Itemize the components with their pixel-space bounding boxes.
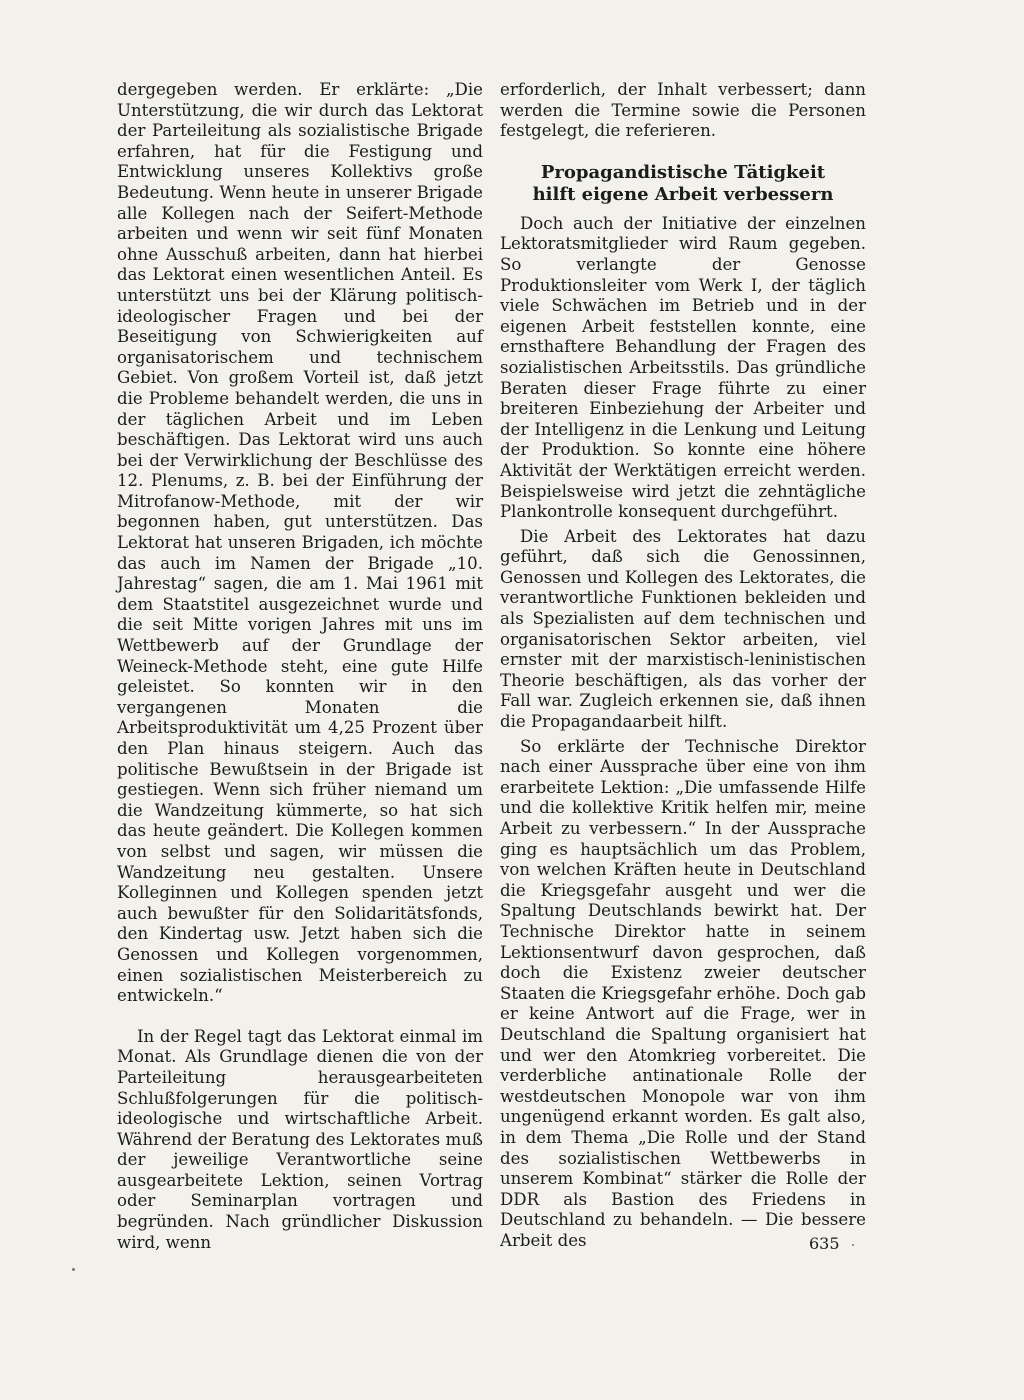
- section-heading: [500, 162, 866, 206]
- right-column: [500, 80, 866, 1251]
- paragraph: Die Arbeit des Lektorates hat dazu geführt, daß sich die Genossinnen, Genossen und Kollegen des Lektorates, die verantwortliche Funktionen bekleiden und als Spezialisten auf dem technischen und organisatorischen Sektor arbeiten, viel ernster mit der marxistisch-leninistischen Theorie beschäftigen, als das vorher der Fall war. Zugleich erkennen sie, daß ihnen die Propagandaarbeit hilft.: [500, 526, 866, 732]
- section-heading-line: hilft eigene Arbeit verbessern: [532, 183, 834, 205]
- section-heading-line: Propagandistische Tätigkeit: [540, 161, 826, 183]
- print-speck: [72, 1268, 75, 1271]
- left-column: [117, 80, 483, 1253]
- paragraph: Doch auch der Initiative der einzelnen Lektoratsmitglieder wird Raum gegeben. So verlangte der Genosse Produktionsleiter vom Werk I, der täglich viele Schwächen im Betrieb und in der eigenen Arbeit feststellen konnte, eine ernsthaftere Behandlung der Fragen des sozialistischen Arbeitsstils. Das gründliche Beraten dieser Frage führte zu einer breiteren Einbeziehung der Arbeiter und der Intelligenz in die Lenkung und Leitung der Produktion. So konnte eine höhere Aktivität der Werktätigen erreicht werden. Beispielsweise wird jetzt die zehntägliche Plankontrolle konsequent durchgeführt.: [500, 213, 866, 522]
- paragraph: erforderlich, der Inhalt verbessert; dann werden die Termine sowie die Personen festgelegt, die referieren.: [500, 80, 866, 141]
- print-speck: [852, 1244, 854, 1246]
- paragraph: dergegeben werden. Er erklärte: „Die Unterstützung, die wir durch das Lektorat der Parteileitung als sozialistische Brigade erfahren, hat für die Festigung und Entwicklung unseres Kollektivs große Bedeutung. Wenn heute in unserer Brigade alle Kollegen nach der Seifert-Methode arbeiten und wenn wir seit fünf Monaten ohne Ausschuß arbeiten, dann hat hierbei das Lektorat einen wesentlichen Anteil. Es unterstützt uns bei der Klärung politisch-ideologischer Fragen und bei der Beseitigung von Schwierigkeiten auf organisatorischem und technischem Gebiet. Von großem Vorteil ist, daß jetzt die Probleme behandelt werden, die uns in der täglichen Arbeit und im Leben beschäftigen. Das Lektorat wird uns auch bei der Verwirklichung der Beschlüsse des 12. Plenums, z. B. bei der Einführung der Mitrofanow-Methode, mit der wir begonnen haben, gut unterstützen. Das Lektorat hat unseren Brigaden, ich möchte das auch im Namen der Brigade „10. Jahrestag“ sagen, die am 1. Mai 1961 mit dem Staatstitel ausgezeichnet wurde und die seit Mitte vorigen Jahres mit uns im Wettbewerb auf der Grundlage der Weineck-Methode steht, eine gute Hilfe geleistet. So konnten wir in den vergangenen Monaten die Arbeitsproduktivität um 4,25 Prozent über den Plan hinaus steigern. Auch das politische Bewußtsein in der Brigade ist gestiegen. Wenn sich früher niemand um die Wandzeitung kümmerte, so hat sich das heute geändert. Die Kollegen kommen von selbst und sagen, wir müssen die Wandzeitung neu gestalten. Unsere Kolleginnen und Kollegen spenden jetzt auch bewußter für den Solidaritätsfonds, den Kindertag usw. Jetzt haben sich die Genossen und Kollegen vorgenommen, einen sozialistischen Meisterbereich zu entwickeln.“: [117, 80, 483, 1006]
- page-number: 635: [809, 1234, 840, 1253]
- paragraph: In der Regel tagt das Lektorat einmal im Monat. Als Grundlage dienen die von der Parteileitung herausgearbeiteten Schlußfolgerungen für die politisch-ideologische und wirtschaftliche Arbeit. Während der Beratung des Lektorates muß der jeweilige Verantwortliche seine ausgearbeitete Lektion, seinen Vortrag oder Seminarplan vortragen und begründen. Nach gründlicher Diskussion wird, wenn: [117, 1026, 483, 1252]
- paragraph: So erklärte der Technische Direktor nach einer Aussprache über eine von ihm erarbeitete Lektion: „Die umfassende Hilfe und die kollektive Kritik helfen mir, meine Arbeit zu verbessern.“ In der Aussprache ging es hauptsächlich um das Problem, von welchen Kräften heute in Deutschland die Kriegsgefahr ausgeht und wer die Spaltung Deutschlands bewirkt hat. Der Technische Direktor hatte in seinem Lektionsentwurf davon gesprochen, daß doch die Existenz zweier deutscher Staaten die Kriegsgefahr erhöhe. Doch gab er keine Antwort auf die Frage, wer in Deutschland die Spaltung organisiert hat und wer den Atomkrieg vorbereitet. Die verderbliche antinationale Rolle der westdeutschen Monopole war von ihm ungenügend erkannt worden. Es galt also, in dem Thema „Die Rolle und der Stand des sozialistischen Wettbewerbs in unserem Kombinat“ stärker die Rolle der DDR als Bastion des Friedens in Deutschland zu behandeln. — Die bessere Arbeit des: [500, 736, 866, 1250]
